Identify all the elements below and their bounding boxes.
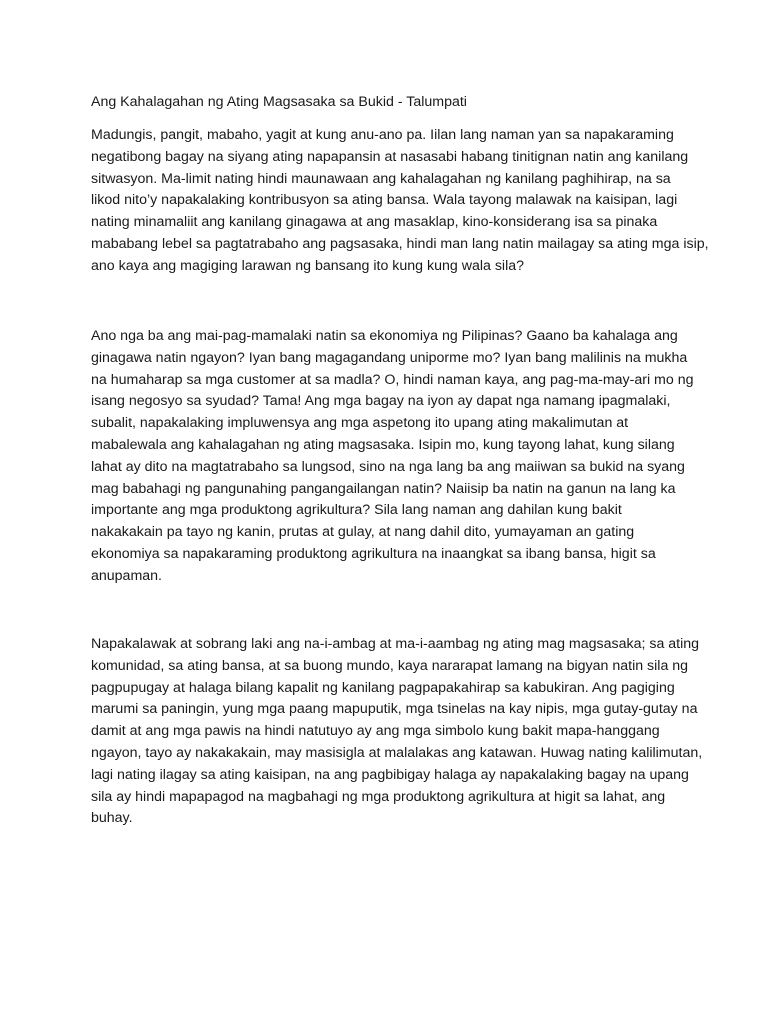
text-line: importante ang mga produktong agrikultura? Sila lang naman ang dahilan kung bakit [91, 502, 622, 519]
text-line: isang negosyo sa syudad? Tama! Ang mga bagay na iyon ay dapat nga namang ipagmalaki, [91, 393, 671, 410]
paragraph-2 [91, 326, 711, 588]
text-line: pagpupugay at halaga bilang kapalit ng kanilang pagpapakahirap sa kabukiran. Ang pagiging [91, 679, 675, 696]
text-line: komunidad, sa ating bansa, at sa buong mundo, kaya nararapat lamang na bigyan natin sila ng [91, 657, 689, 674]
text-line: mag babahagi ng pangunahing pangangailangan natin? Naiisip ba natin na ganun na lang ka [91, 480, 676, 497]
text-line: likod nito’y napakalaking kontribusyon sa ating bansa. Wala tayong malawak na kaisipan, lagi [91, 192, 678, 209]
text-line: Ano nga ba ang mai-pag-mamalaki natin sa ekonomiya ng Pilipinas? Gaano ba kahalaga ang [91, 328, 678, 344]
text-line: na humaharap sa mga customer at sa madla? O, hindi naman kaya, ang pag-ma-may-ari mo ng [91, 371, 694, 388]
text-line: mababang lebel sa pagtatrabaho ang pagsasaka, hindi man lang natin mailagay sa ating mga isip, [91, 235, 709, 252]
text-line: lagi nating ilagay sa ating kaisipan, na ang pagbibigay halaga ay napakalaking bagay na upang [91, 766, 689, 783]
paragraph-1 [91, 125, 711, 278]
text-line: ekonomiya sa napakaraming produktong agrikultura na inaangkat sa ibang bansa, higit sa [91, 545, 656, 562]
text-line: subalit, napakalaking impluwensya ang mga aspetong ito upang ating makalimutan at [91, 415, 629, 432]
text-line: buhay. [91, 810, 133, 827]
paragraph-3 [91, 634, 711, 830]
text-line: Madungis, pangit, mabaho, yagit at kung anu-ano pa. Iilan lang naman yan sa napakaraming [91, 127, 674, 143]
text-line: ano kaya ang magiging larawan ng bansang ito kung kung wala sila? [91, 257, 525, 274]
document-title: Ang Kahalagahan ng Ating Magsasaka sa Bukid - Talumpati [91, 94, 467, 110]
text-line: ginagawa natin ngayon? Iyan bang magagandang uniporme mo? Iyan bang malilinis na mukha [91, 349, 688, 366]
text-line: Napakalawak at sobrang laki ang na-i-ambag at ma-i-aambag ng ating mag magsasaka; sa ating [91, 636, 700, 652]
text-line: anupaman. [91, 567, 162, 584]
text-line: lahat ay dito na magtatrabaho sa lungsod, sino na nga lang ba ang maiiwan sa bukid na syang [91, 458, 685, 475]
text-line: sitwasyon. Ma-limit nating hindi maunawaan ang kahalagahan ng kanilang paghihirap, na sa [91, 170, 671, 187]
text-line: nakakakain pa tayo ng kanin, prutas at gulay, at nang dahil dito, yumayaman an gating [91, 524, 635, 541]
text-line: nating minamaliit ang kanilang ginagawa at ang masaklap, kino-konsiderang isa sa pinaka [91, 214, 658, 231]
text-line: mabalewala ang kahalagahan ng ating magsasaka. Isipin mo, kung tayong lahat, kung silang [91, 436, 675, 453]
text-line: negatibong bagay na siyang ating napapansin at nasasabi habang tinitignan natin ang kanilang [91, 148, 689, 165]
text-line: sila ay hindi mapapagod na magbahagi ng mga produktong agrikultura at higit sa lahat, ang [91, 788, 666, 805]
text-line: damit at ang mga pawis na hindi natutuyo ay ang mga simbolo kung bakit mapa-hanggang [91, 723, 660, 740]
text-line: marumi sa paningin, yung mga paang mapuputik, mga tsinelas na kay nipis, mga gutay-gutay na [91, 701, 698, 718]
text-line: ngayon, tayo ay nakakakain, may masisigla at malalakas ang katawan. Huwag nating kalilimutan, [91, 744, 703, 761]
